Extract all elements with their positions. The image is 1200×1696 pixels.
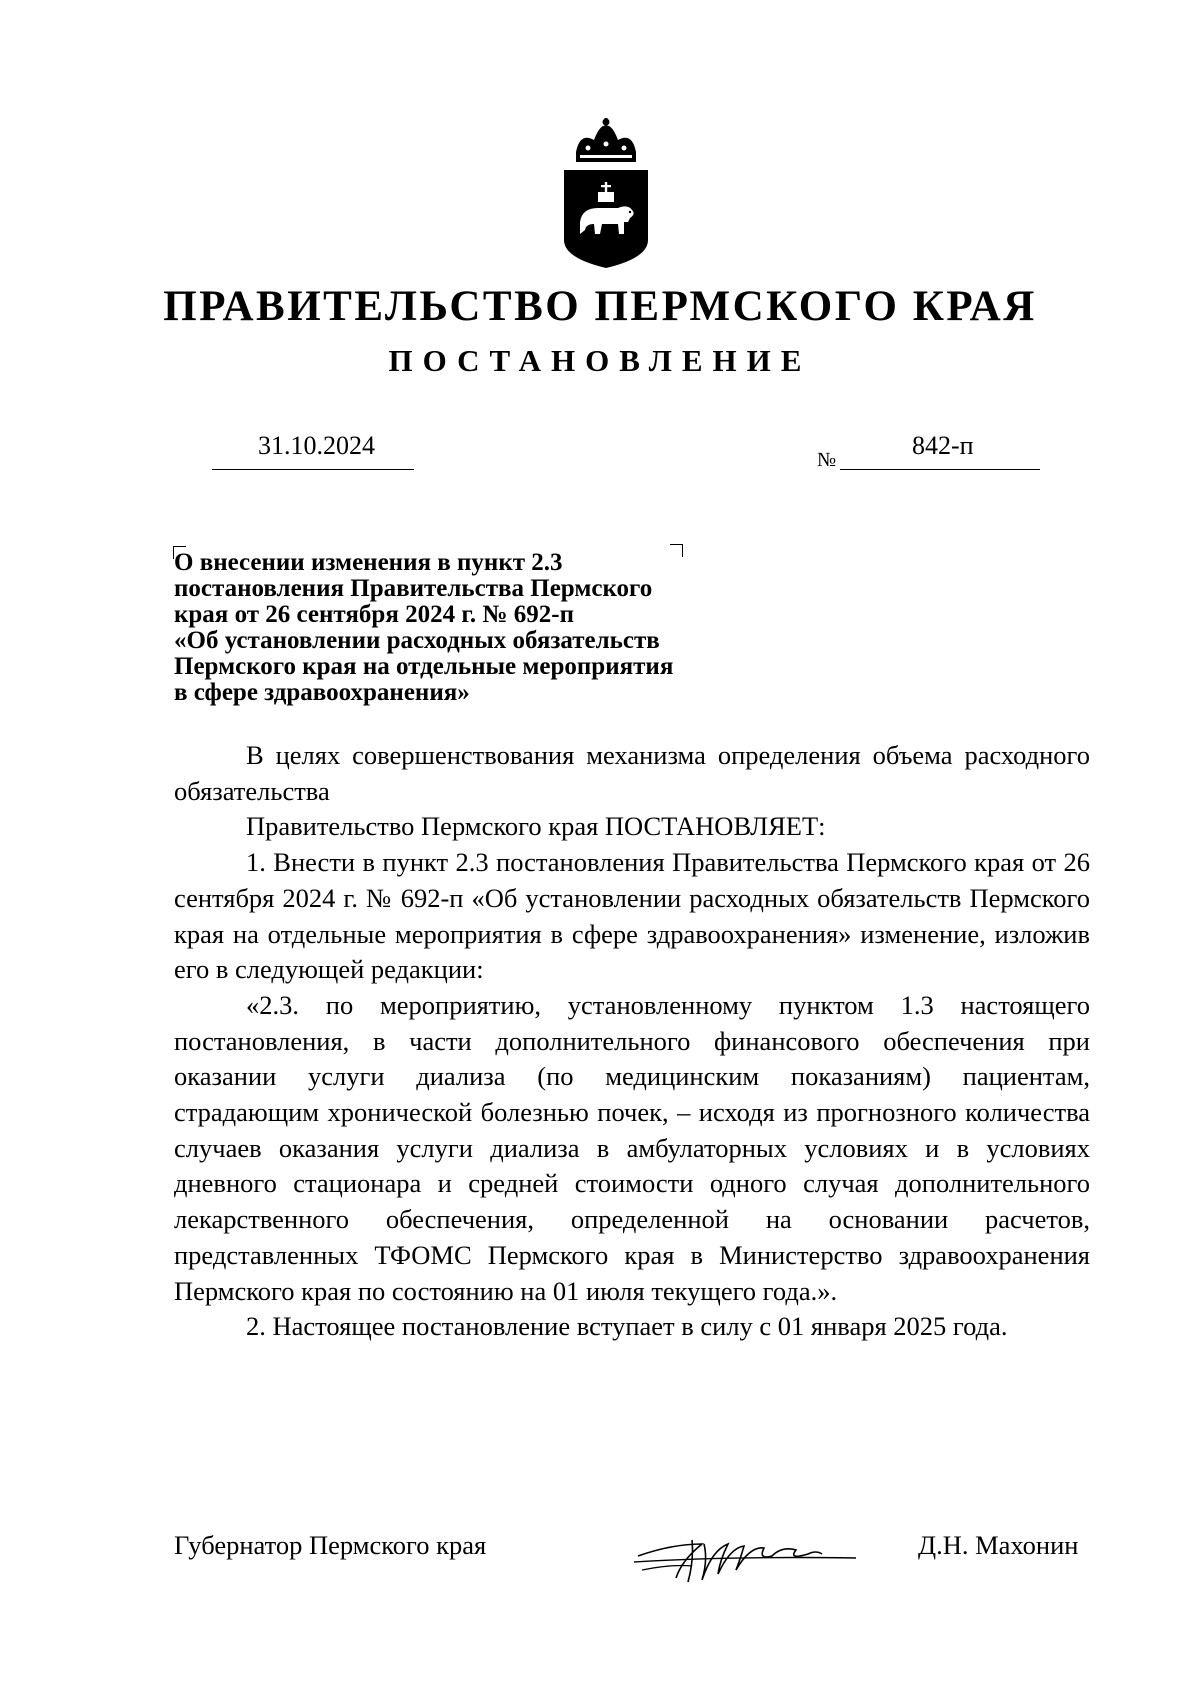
document-body (174, 738, 1090, 1345)
document-type: ПОСТАНОВЛЕНИЕ (388, 343, 812, 378)
preamble-paragraph: В целях совершенствования механизма определения объема расходного обязательства (174, 740, 1090, 806)
handwritten-signature (632, 1530, 857, 1590)
subject-line: в сфере здравоохранения» (174, 679, 470, 706)
subject-line: Пермского края на отдельные мероприятия (174, 653, 674, 680)
signatory-title: Губернатор Пермского края (174, 1530, 487, 1560)
coat-of-arms-icon (558, 118, 654, 268)
document-date: 31.10.2024 (258, 431, 375, 460)
item-1-quote-paragraph: «2.3. по мероприятию, установленному пунктом 1.3 настоящего постановления, в части дополнительного финансового обеспечения при оказании услуги диализа (по медицинским показаниям) пациентам, страдающим хронической болезнью почек, – исходя из прогнозного количества случаев оказания услуги диализа в амбулаторных условиях и в условиях дневного стационара и средней стоимости одного случая дополнительного лекарственного обеспечения, определенной на основании расчетов, представленных ТФОМС Пермского края в Министерство здравоохранения Пермского края по состоянию на 01 июля текущего года.». (174, 989, 1090, 1306)
subject-line: края от 26 сентября 2024 г. № 692-п (174, 601, 574, 628)
subject-line: постановления Правительства Пермского (174, 575, 653, 602)
number-field (840, 431, 1040, 470)
item-1-paragraph: 1. Внести в пункт 2.3 постановления Правительства Пермского края от 26 сентября 2024 г. № 692-п «Об установлении расходных обязательств Пермского края на отдельные мероприятия в сфере здравоохранения» изменение, изложив его в следующей редакции: (174, 847, 1090, 985)
government-title: ПРАВИТЕЛЬСТВО ПЕРМСКОГО КРАЯ (163, 283, 1037, 330)
subject-line: «Об установлении расходных обязательств (174, 627, 660, 654)
date-field (212, 431, 414, 470)
document-subject (174, 550, 774, 706)
number-label: № (817, 449, 837, 471)
signatory-name: Д.Н. Махонин (918, 1530, 1079, 1560)
item-2-paragraph: 2. Настоящее постановление вступает в силу с 01 января 2025 года. (246, 1311, 1008, 1342)
subject-line: О внесении изменения в пункт 2.3 (174, 549, 563, 576)
resolves-paragraph: Правительство Пермского края ПОСТАНОВЛЯЕТ: (246, 811, 826, 842)
document-number: 842-п (912, 431, 974, 460)
